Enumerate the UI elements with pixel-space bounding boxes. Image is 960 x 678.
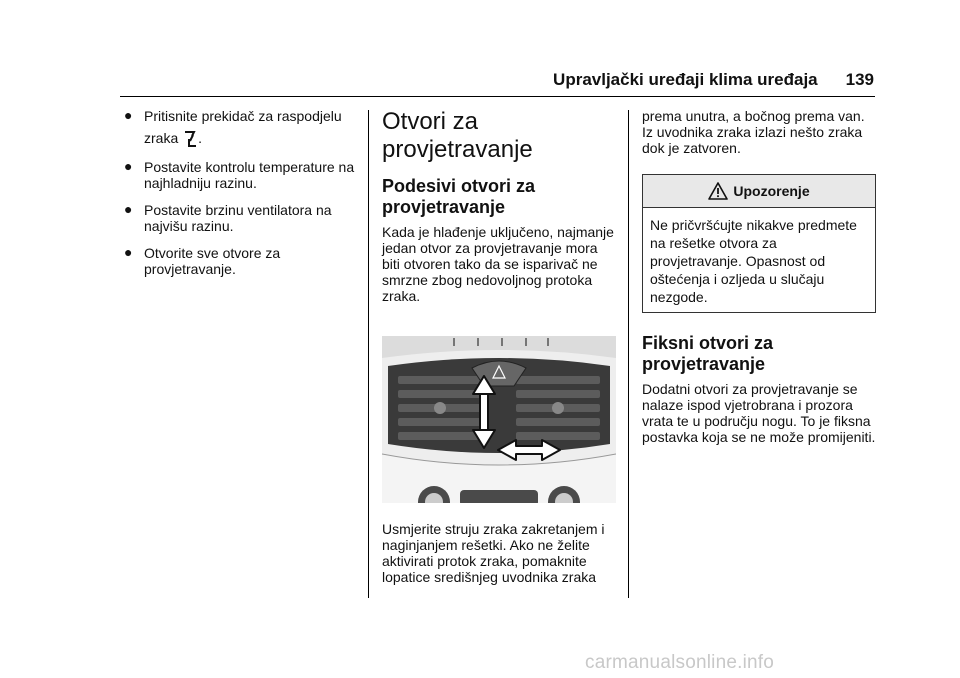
page-number: 139 xyxy=(845,70,874,89)
air-distribution-icon xyxy=(184,130,198,148)
vent-adjustment-illustration xyxy=(382,336,616,503)
paragraph: Usmjerite struju zraka zakretanjem i naginjanjem rešetki. Ako ne želite aktivirati protok zraka, pomaknite lopatice središnjeg uvodnika zraka xyxy=(382,521,605,585)
column-1 xyxy=(120,108,355,288)
column-divider-right xyxy=(628,110,629,598)
header-rule xyxy=(120,96,875,97)
paragraph: Kada je hlađenje uključeno, najmanje jedan otvor za provjetravanje mora biti otvoren tako da se isparivač ne smrzne zbog nedovoljnog protoka zraka. xyxy=(382,224,614,304)
bullet-text-line1: Pritisnite prekidač za raspodjelu xyxy=(144,108,342,124)
column-2 xyxy=(382,108,618,585)
column-divider-left xyxy=(368,110,369,598)
bullet-item xyxy=(120,245,355,277)
bullet-text: Otvorite sve otvore za provjetravanje. xyxy=(144,245,281,277)
warning-title: Upozorenje xyxy=(733,183,810,199)
bullet-text: Postavite brzinu ventilatora na najvišu razinu. xyxy=(144,202,332,234)
bullet-text-zraka: zraka xyxy=(144,130,179,146)
warning-box xyxy=(642,174,876,313)
section-title: Otvori za provjetravanje xyxy=(382,108,533,163)
bullet-item xyxy=(120,159,355,191)
bullet-text-line2 xyxy=(144,130,355,148)
paragraph: prema unutra, a bočnog prema van. Iz uvodnika zraka izlazi nešto zraka dok je zatvoren. xyxy=(642,108,865,156)
bullet-text: Postavite kontrolu temperature na najhladniju razinu. xyxy=(144,159,355,191)
subsection-title: Fiksni otvori za provjetravanje xyxy=(642,333,774,374)
warning-header xyxy=(643,175,875,208)
bullet-icon: ● xyxy=(124,158,133,174)
warning-triangle-icon xyxy=(708,182,728,200)
bullet-icon: ● xyxy=(124,201,133,217)
warning-text: Ne pričvršćujte nikakve predmete na rešetke otvora za provjetravanje. Opasnost od oštećenja i ozljeda u slučaju nezgode. xyxy=(650,217,857,305)
paragraph: Dodatni otvori za provjetravanje se nalaze ispod vjetrobrana i prozora vrata te u području nogu. To je fiksna postavka koja se ne može promijeniti. xyxy=(642,381,876,445)
subsection-title: Podesivi otvori za provjetravanje xyxy=(382,176,536,217)
page-header xyxy=(540,68,874,92)
column-3 xyxy=(642,108,876,445)
bullet-text-tail: . xyxy=(198,130,203,146)
header-title: Upravljački uređaji klima uređaja xyxy=(553,70,818,89)
watermark: carmanualsonline.info xyxy=(585,652,775,673)
bullet-icon: ● xyxy=(124,107,133,123)
bullet-item xyxy=(120,108,355,148)
bullet-item xyxy=(120,202,355,234)
bullet-icon: ● xyxy=(124,244,133,260)
